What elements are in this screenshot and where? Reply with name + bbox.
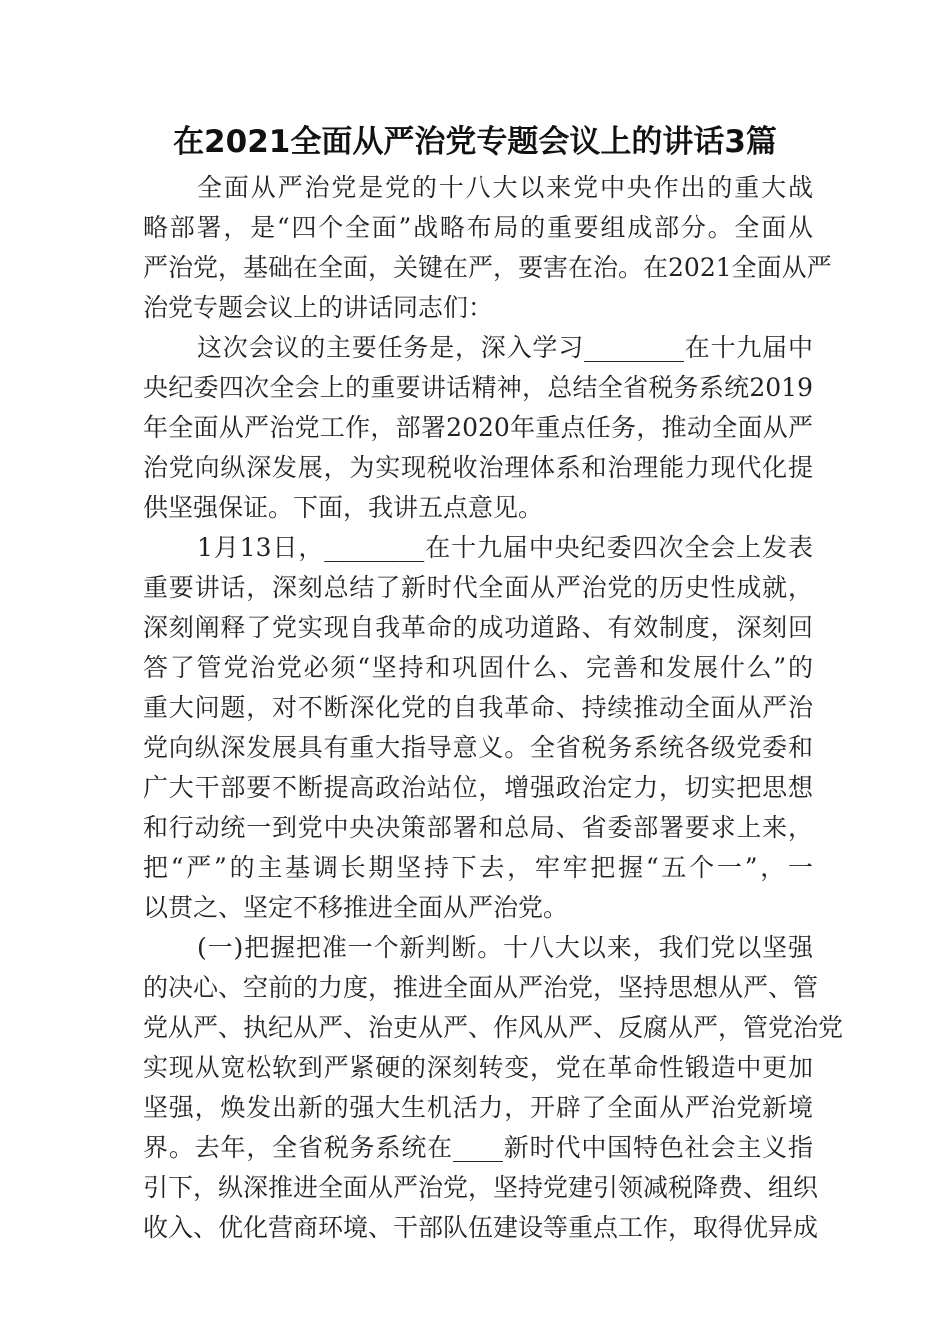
- paragraph-line: 党从严、执纪从严、治吏从严、作风从严、反腐从严，管党治党: [143, 1013, 844, 1042]
- paragraph-line: 全面从严治党是党的十八大以来党中央作出的重大战: [197, 173, 813, 202]
- paragraph-line: 略部署，是“四个全面”战略布局的重要组成部分。全面从: [143, 213, 813, 242]
- paragraph-line: 治党专题会议上的讲话同志们：: [143, 293, 494, 322]
- paragraph-line: 重要讲话，深刻总结了新时代全面从严治党的历史性成就，: [143, 573, 813, 602]
- document-body: [143, 168, 844, 1248]
- paragraph-line: 和行动统一到党中央决策部署和总局、省委部署要求上来，: [143, 813, 813, 842]
- paragraph-line: 把“严”的主基调长期坚持下去，牢牢把握“五个一”，一: [143, 853, 813, 882]
- paragraph-line: 重大问题，对不断深化党的自我革命、持续推动全面从严治: [143, 693, 813, 722]
- paragraph-line: 收入、优化营商环境、干部队伍建设等重点工作，取得优异成: [143, 1213, 819, 1242]
- paragraph-line: 答了管党治党必须“坚持和巩固什么、完善和发展什么”的: [143, 653, 813, 682]
- paragraph-line: 深刻阐释了党实现自我革命的成功道路、有效制度，深刻回: [143, 613, 813, 642]
- paragraph-line: 治党向纵深发展，为实现税收治理体系和治理能力现代化提: [143, 453, 813, 482]
- paragraph-line: 实现从宽松软到严紧硬的深刻转变，党在革命性锻造中更加: [143, 1053, 813, 1082]
- paragraph-line: 年全面从严治党工作，部署2020年重点任务，推动全面从严: [143, 413, 813, 442]
- paragraph-line: 广大干部要不断提高政治站位，增强政治定力，切实把思想: [143, 773, 813, 802]
- paragraph-line: 供坚强保证。下面，我讲五点意见。: [143, 493, 544, 522]
- paragraph-line: 以贯之、坚定不移推进全面从严治党。: [143, 893, 569, 922]
- document-title: 在2021全面从严治党专题会议上的讲话3篇: [173, 124, 777, 160]
- paragraph-line: 严治党，基础在全面，关键在严，要害在治。在2021全面从严: [143, 253, 832, 282]
- paragraph-line: (一)把握把准一个新判断。十八大以来，我们党以坚强: [197, 933, 813, 962]
- paragraph-line: 坚强，焕发出新的强大生机活力，开辟了全面从严治党新境: [143, 1093, 813, 1122]
- paragraph-line: 这次会议的主要任务是，深入学习________在十九届中: [197, 333, 813, 362]
- paragraph-line: 界。去年，全省税务系统在____新时代中国特色社会主义指: [143, 1133, 813, 1162]
- paragraph-line: 1月13日，________在十九届中央纪委四次全会上发表: [197, 533, 813, 562]
- paragraph-line: 的决心、空前的力度，推进全面从严治党，坚持思想从严、管: [143, 973, 819, 1002]
- paragraph-line: 央纪委四次全会上的重要讲话精神，总结全省税务系统2019: [143, 373, 813, 402]
- paragraph-line: 引下，纵深推进全面从严治党，坚持党建引领减税降费、组织: [143, 1173, 819, 1202]
- paragraph-line: 党向纵深发展具有重大指导意义。全省税务系统各级党委和: [143, 733, 813, 762]
